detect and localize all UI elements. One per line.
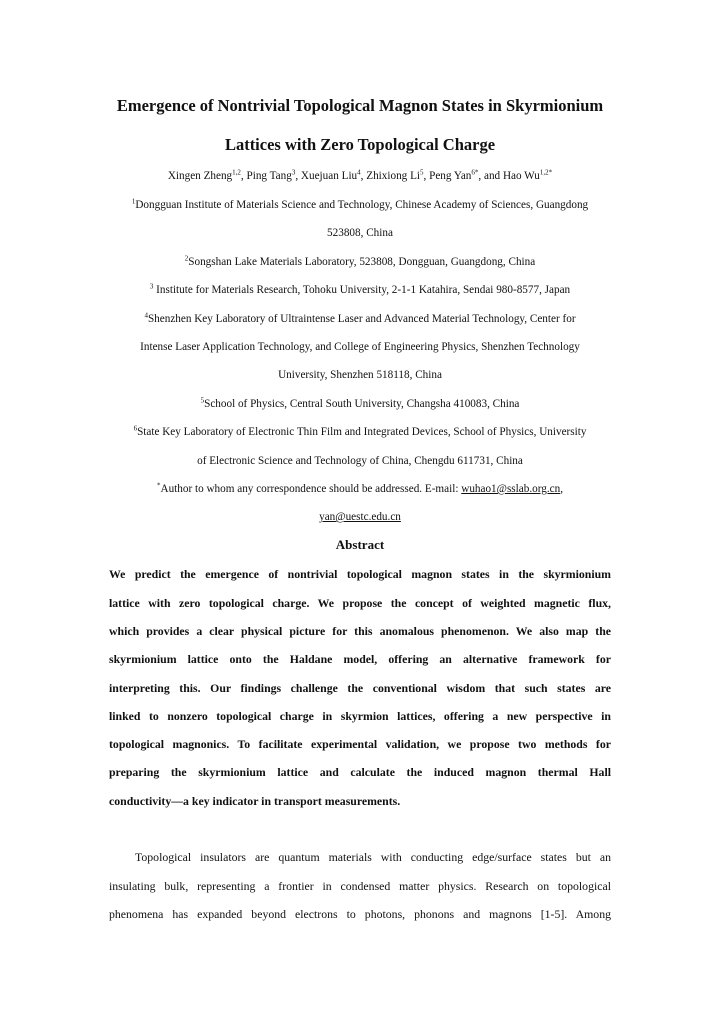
author: Ping Tang$^3$,	[246, 168, 301, 182]
body-paragraph-line: Topological insulators are quantum materials with conducting edge/surface states but an	[135, 850, 611, 864]
paper-title-line-2: Lattices with Zero Topological Charge	[224, 135, 496, 154]
body-paragraph-line: insulating bulk, representing a frontier in condensed matter physics. Research on topological	[109, 879, 611, 893]
affiliation-6-line-2: of Electronic Science and Technology of China, Chengdu 611731, China	[197, 455, 523, 467]
abstract-line: lattice with zero topological charge. We propose the concept of weighted magnetic flux,	[109, 596, 611, 610]
correspondence-line: *Author to whom any correspondence should be addressed. E-mail: wuhao1@sslab.org.cn,	[156, 481, 563, 495]
author: Xingen Zheng$^{1,2}$,	[167, 168, 247, 182]
abstract-line: which provides a clear physical picture for this anomalous phenomenon. We also map the	[109, 624, 611, 638]
abstract-heading: Abstract	[335, 537, 385, 552]
body-paragraph-line: phenomena has expanded beyond electrons to photons, phonons and magnons [1-5]. Among	[109, 907, 611, 921]
author-list	[60, 170, 660, 182]
author: Zhixiong Li$^5$,	[366, 168, 430, 182]
abstract-line: interpreting this. Our findings challenge the conventional wisdom that such states are	[109, 681, 611, 695]
paper-title-line-1: Emergence of Nontrivial Topological Magnon States in Skyrmionium	[116, 96, 604, 115]
abstract-line: conductivity—a key indicator in transport measurements.	[109, 794, 401, 808]
abstract-line: skyrmionium lattice onto the Haldane model, offering an alternative framework for	[109, 652, 611, 666]
email-link-2[interactable]: yan@uestc.edu.cn	[319, 511, 401, 523]
affiliation-3: $^3$ Institute for Materials Research, Tohoku University, 2-1-1 Katahira, Sendai 980-8577, Japan	[149, 282, 571, 296]
affiliation-4-line-1: $^4$Shenzhen Key Laboratory of Ultraintense Laser and Advanced Material Technology, Center for	[144, 311, 576, 325]
email-link-1[interactable]: wuhao1@sslab.org.cn	[461, 483, 561, 495]
correspondence-line-2	[60, 511, 660, 523]
author: Hao $Wu^{1,2*}$	[502, 168, 553, 182]
abstract-line: preparing the skyrmionium lattice and calculate the induced magnon thermal Hall	[109, 765, 611, 779]
abstract-line: We predict the emergence of nontrivial topological magnon states in the skyrmionium	[109, 567, 611, 581]
affiliation-5: $^5$School of Physics, Central South University, Changsha 410083, China	[200, 396, 520, 410]
affiliation-4-line-2: Intense Laser Application Technology, and College of Engineering Physics, Shenzhen Technology	[140, 341, 580, 353]
affiliation-2: $^2$Songshan Lake Materials Laboratory, 523808, Dongguan, Guangdong, China	[184, 254, 536, 268]
author: Peng Yan$^{6*}$, and	[429, 168, 503, 182]
abstract-line: topological magnonics. To facilitate experimental validation, we propose two methods for	[109, 737, 611, 751]
abstract-line: linked to nonzero topological charge in skyrmion lattices, offering a new perspective in	[109, 709, 611, 723]
affiliation-1-line-1: $^1$Dongguan Institute of Materials Science and Technology, Chinese Academy of Sciences, Guangdong	[131, 197, 589, 211]
author: Xuejuan Liu$^4$,	[300, 168, 367, 182]
affiliation-1-line-2: 523808, China	[327, 227, 393, 239]
affiliation-4-line-3: University, Shenzhen 518118, China	[278, 369, 442, 381]
affiliation-6-line-1: $^6$State Key Laboratory of Electronic Thin Film and Integrated Devices, School of Physics, University	[133, 424, 587, 438]
